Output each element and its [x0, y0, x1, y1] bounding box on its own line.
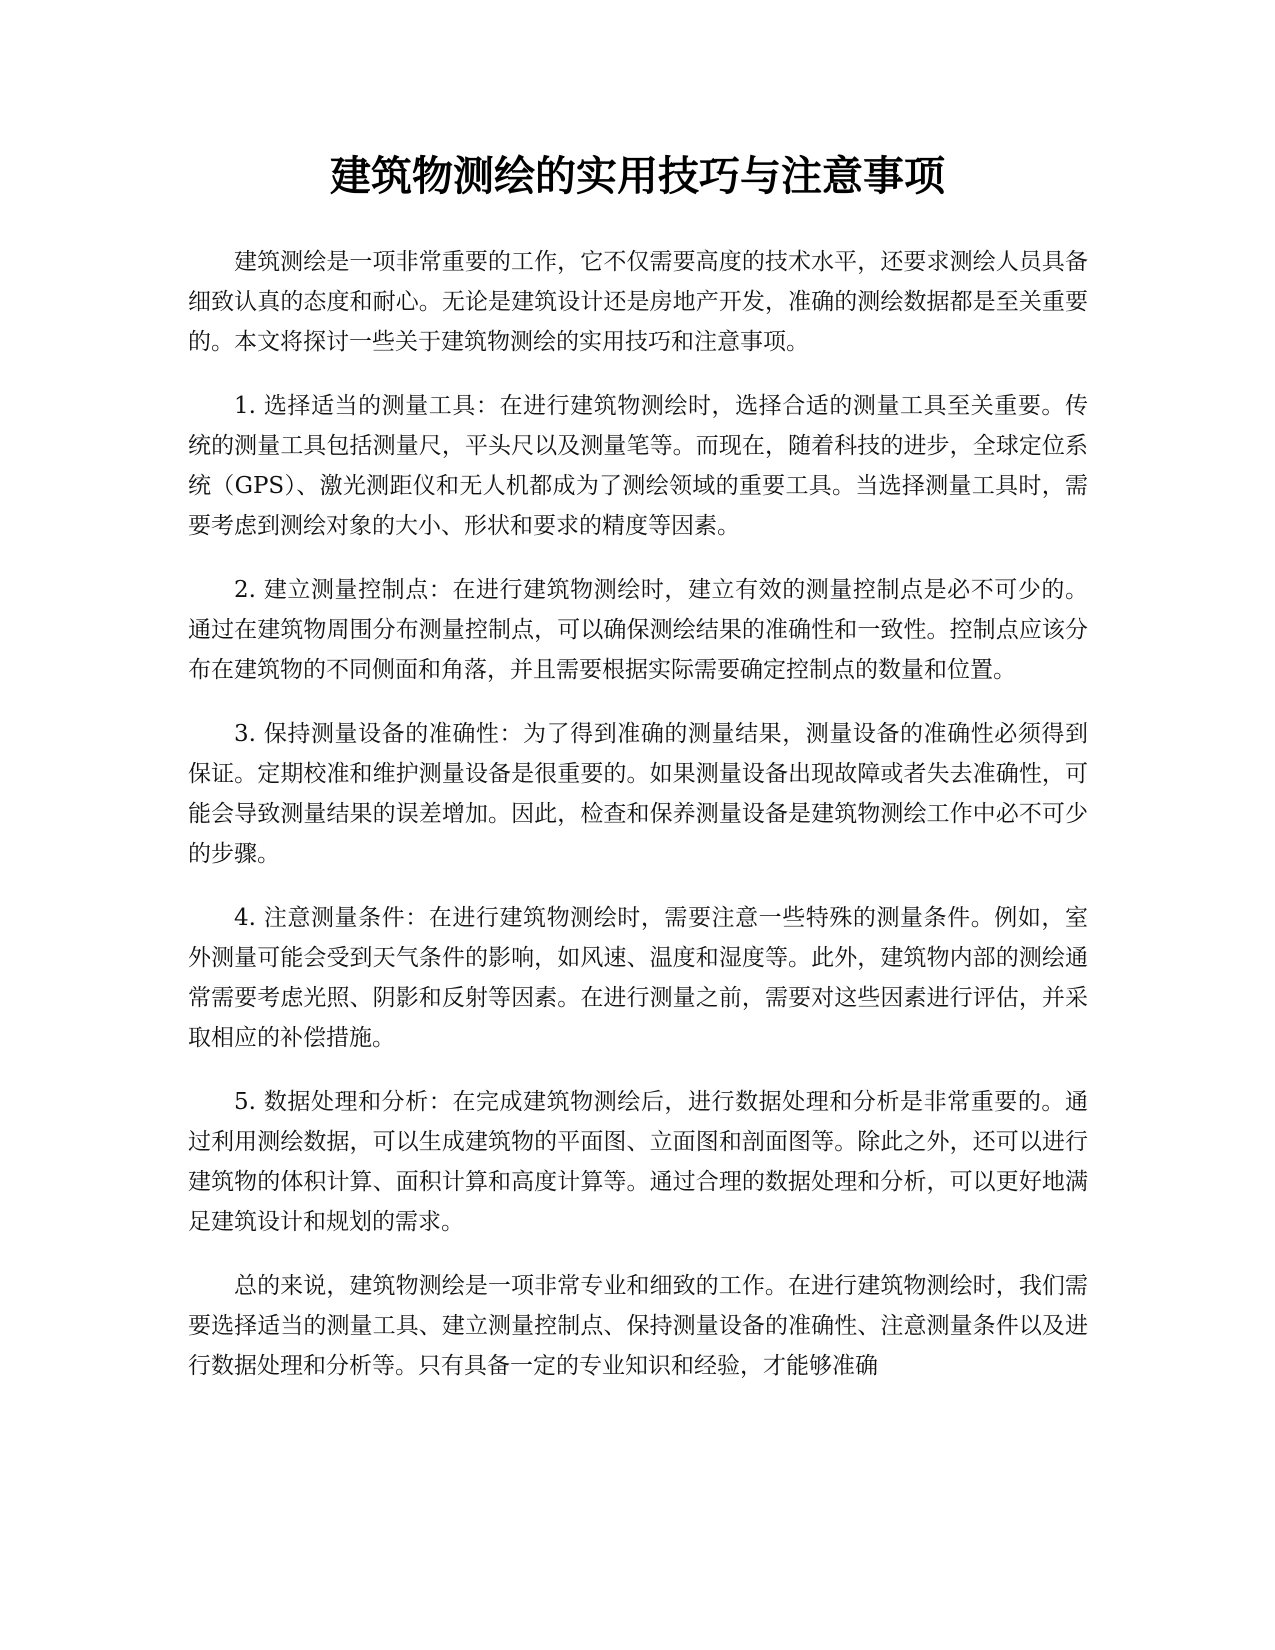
intro-paragraph: 建筑测绘是一项非常重要的工作，它不仅需要高度的技术水平，还要求测绘人员具备细致认真的态度和耐心。无论是建筑设计还是房地产开发，准确的测绘数据都是至关重要的。本文将探讨一些关于建筑物测绘的实用技巧和注意事项。	[188, 249, 1088, 355]
tip-5-paragraph: 5. 数据处理和分析：在完成建筑物测绘后，进行数据处理和分析是非常重要的。通过利用测绘数据，可以生成建筑物的平面图、立面图和剖面图等。除此之外，还可以进行建筑物的体积计算、面积计算和高度计算等。通过合理的数据处理和分析，可以更好地满足建筑设计和规划的需求。	[188, 1089, 1088, 1235]
tip-3-paragraph: 3. 保持测量设备的准确性：为了得到准确的测量结果，测量设备的准确性必须得到保证。定期校准和维护测量设备是很重要的。如果测量设备出现故障或者失去准确性，可能会导致测量结果的误差增加。因此，检查和保养测量设备是建筑物测绘工作中必不可少的步骤。	[188, 721, 1088, 867]
tip-1-paragraph: 1. 选择适当的测量工具：在进行建筑物测绘时，选择合适的测量工具至关重要。传统的测量工具包括测量尺，平头尺以及测量笔等。而现在，随着科技的进步，全球定位系统（GPS）、激光测距仪和无人机都成为了测绘领域的重要工具。当选择测量工具时，需要考虑到测绘对象的大小、形状和要求的精度等因素。	[188, 393, 1088, 539]
document-title: 建筑物测绘的实用技巧与注意事项	[330, 152, 945, 200]
document-body	[188, 242, 1088, 1410]
tip-4-paragraph: 4. 注意测量条件：在进行建筑物测绘时，需要注意一些特殊的测量条件。例如，室外测量可能会受到天气条件的影响，如风速、温度和湿度等。此外，建筑物内部的测绘通常需要考虑光照、阴影和反射等因素。在进行测量之前，需要对这些因素进行评估，并采取相应的补偿措施。	[188, 905, 1088, 1051]
tip-2-paragraph: 2. 建立测量控制点：在进行建筑物测绘时，建立有效的测量控制点是必不可少的。通过在建筑物周围分布测量控制点，可以确保测绘结果的准确性和一致性。控制点应该分布在建筑物的不同侧面和角落，并且需要根据实际需要确定控制点的数量和位置。	[188, 577, 1088, 683]
conclusion-paragraph: 总的来说，建筑物测绘是一项非常专业和细致的工作。在进行建筑物测绘时，我们需要选择适当的测量工具、建立测量控制点、保持测量设备的准确性、注意测量条件以及进行数据处理和分析等。只有具备一定的专业知识和经验，才能够准确	[188, 1273, 1088, 1379]
